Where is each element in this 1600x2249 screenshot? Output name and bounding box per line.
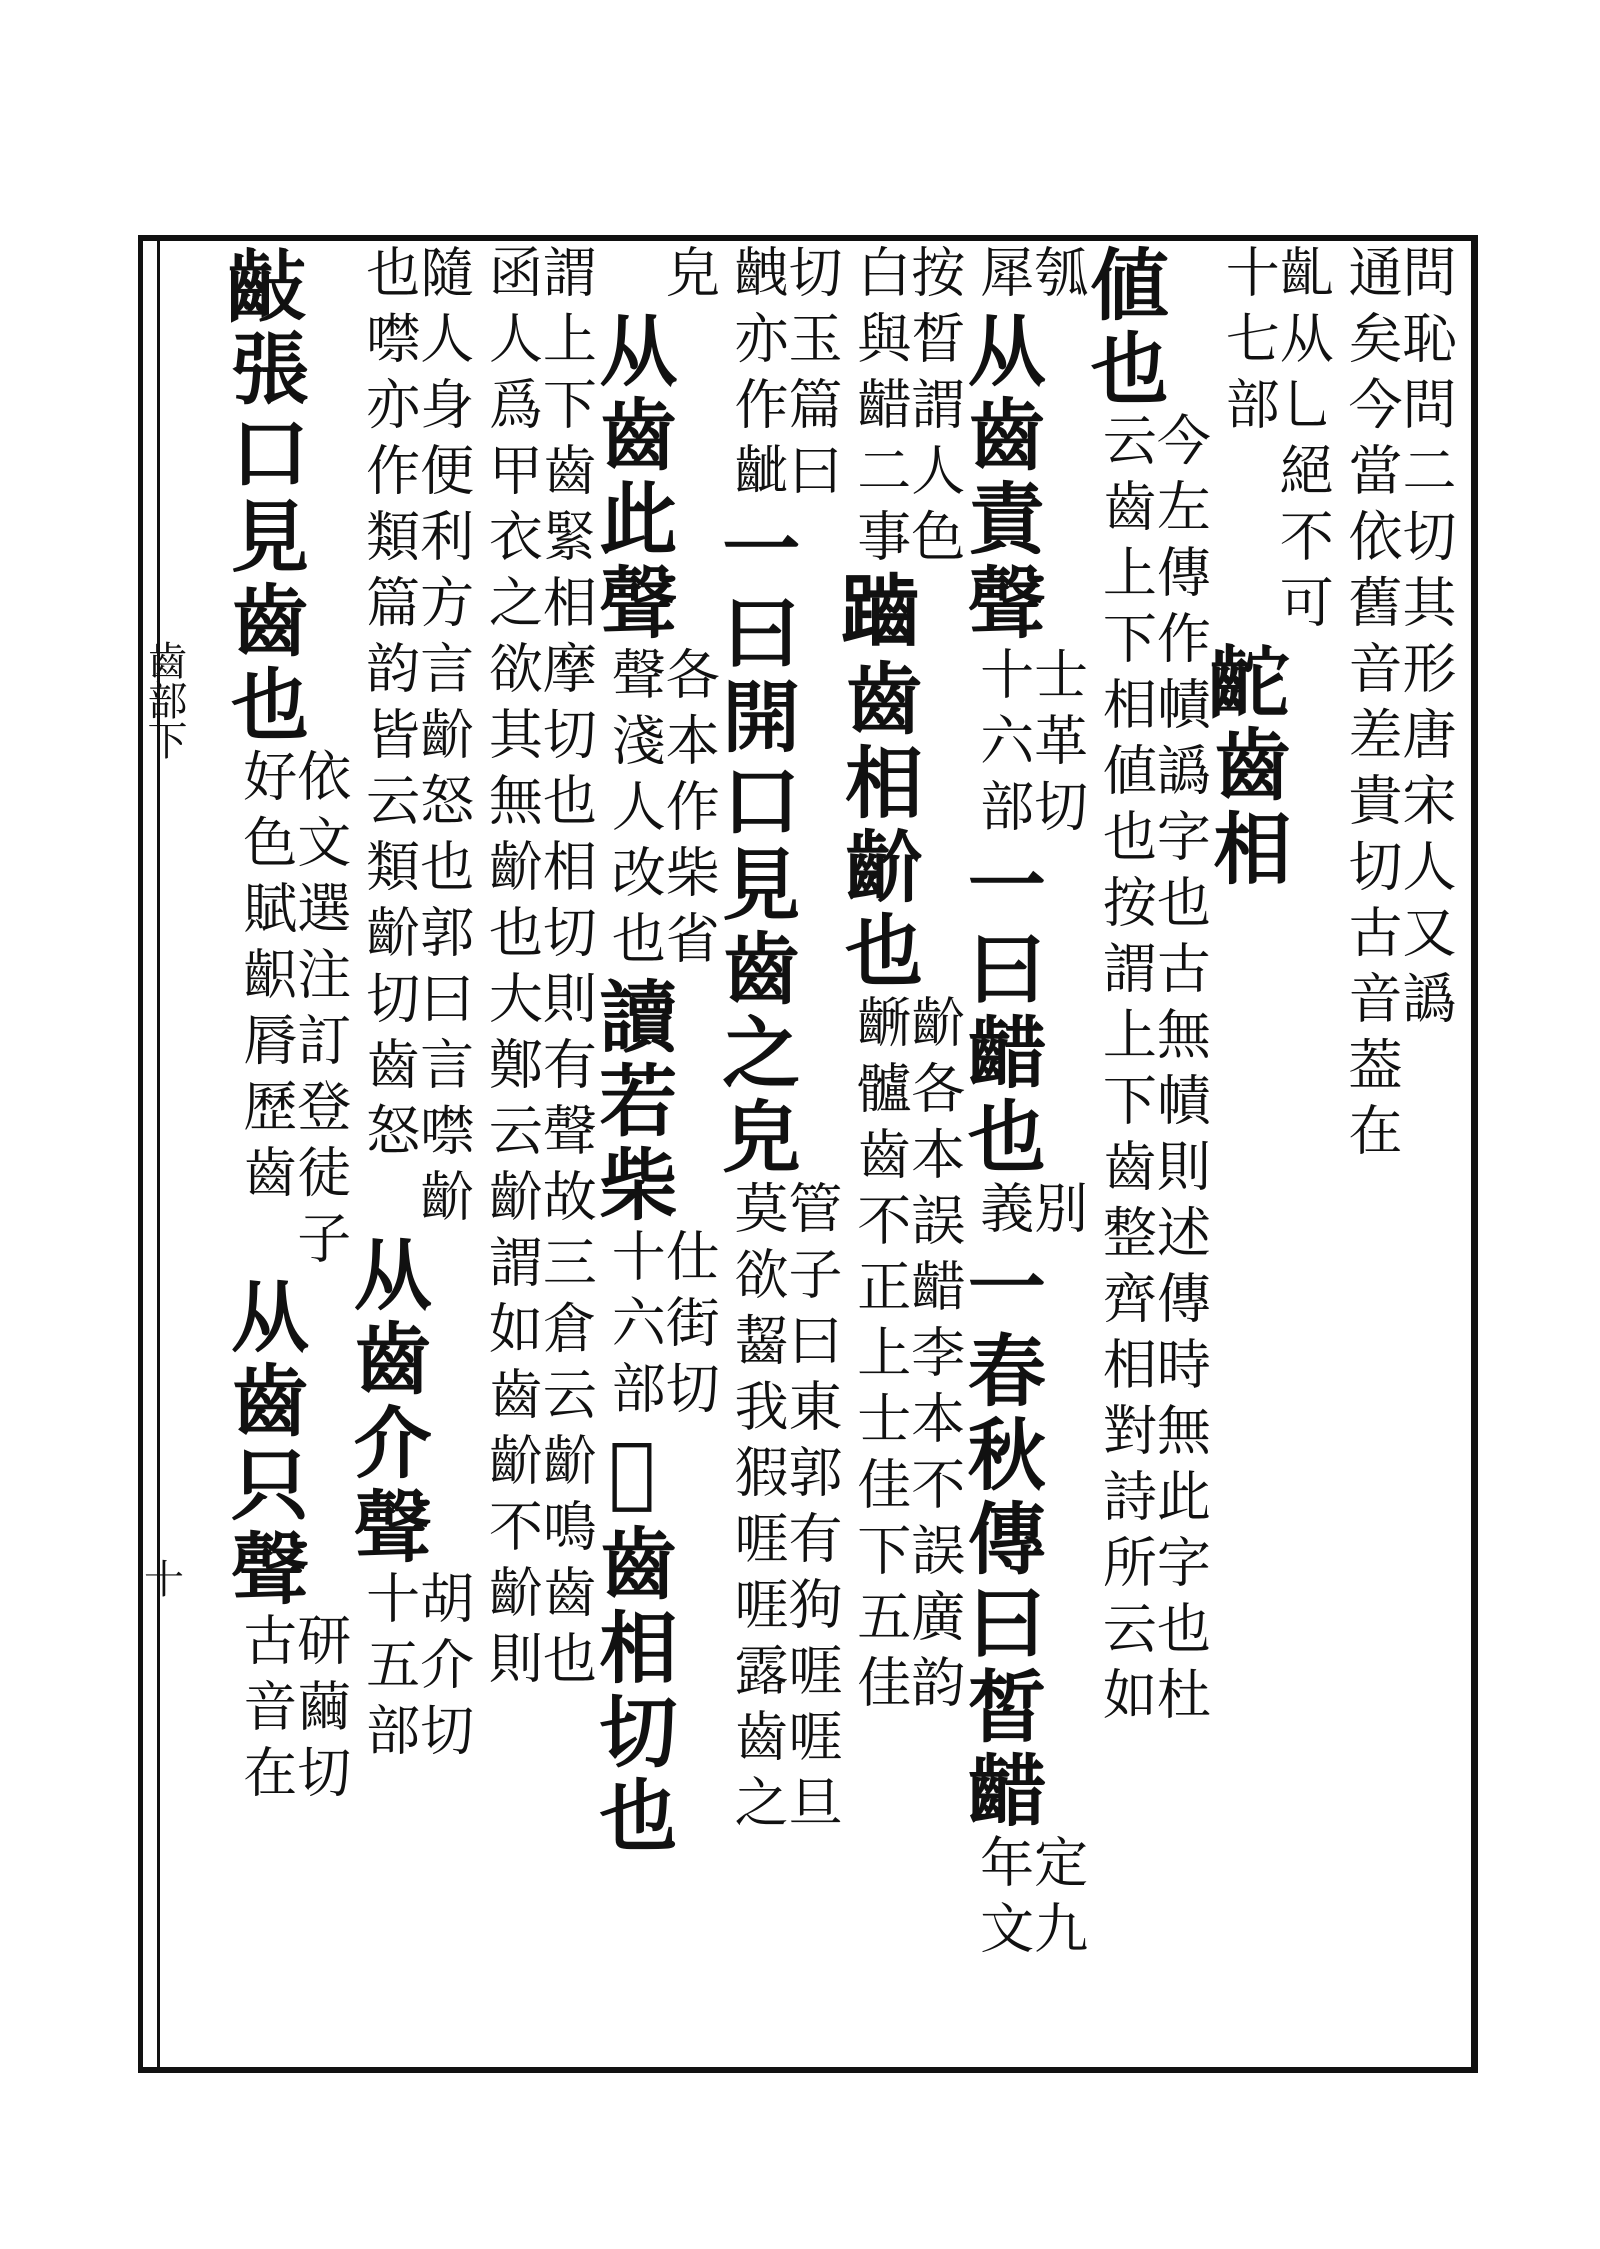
annotation-right: 齘各本誤齰李本不誤廣韵 — [902, 994, 966, 1720]
annotation-left: 聲淺人改也 — [603, 646, 667, 976]
annotation-left: 犀 — [971, 244, 1035, 310]
annotation-pair — [838, 244, 966, 574]
main-text: 一春秋傳曰皙齰 — [954, 1246, 1046, 1834]
annotation-pair — [347, 244, 475, 1234]
main-text: 張口見齒也 — [218, 328, 309, 748]
annotation-pair — [838, 994, 966, 1720]
main-text: 齒相 — [1200, 724, 1292, 892]
text-column — [709, 244, 843, 2064]
text-column — [470, 244, 598, 2064]
annotation-right: 士革切 — [1025, 646, 1089, 844]
annotation-pair — [347, 1570, 475, 1768]
main-text: 値也 — [1077, 244, 1169, 412]
text-column — [1200, 244, 1335, 2064]
main-text: 从齒介聲 — [340, 1234, 432, 1570]
annotation-pair — [1206, 244, 1335, 640]
text-column — [1329, 244, 1457, 2064]
main-text: 一曰開口見齒之皃 — [709, 508, 801, 1180]
main-text: 齒相齘也 — [832, 658, 923, 994]
main-text: 从齒此聲 — [586, 310, 678, 646]
annotation-right: 研繭切 — [288, 1612, 352, 1810]
annotation-right: 定九 — [1025, 1834, 1089, 1966]
annotation-right: 瓠 — [1025, 244, 1089, 310]
annotation-right: 謂上下齒緊相摩切也相切則有聲故三倉云齘鳴齒也 — [534, 244, 598, 1696]
annotation-pair — [961, 1834, 1089, 1966]
main-text: 从齒只聲 — [218, 1276, 309, 1612]
annotation-pair — [224, 1612, 352, 1810]
annotation-right: 切玉篇曰 — [779, 244, 843, 508]
annotation-pair — [961, 1180, 1089, 1246]
annotation-pair — [961, 244, 1089, 310]
text-column — [340, 244, 475, 2064]
annotation-right: 胡介切 — [411, 1570, 475, 1768]
annotation-pair — [715, 244, 843, 508]
annotation-pair — [592, 1228, 721, 1426]
text-column — [1077, 244, 1212, 2064]
annotation-left: 義 — [971, 1180, 1035, 1246]
annotation-right: 今左傳作幘譌字也古無幘則述傳時無此字也杜 — [1148, 412, 1212, 1732]
annotation-left: 十六部 — [971, 646, 1035, 844]
annotation-right: 仕街切 — [657, 1228, 721, 1426]
annotation-left: 年文 — [971, 1834, 1035, 1966]
text-column — [954, 244, 1089, 2064]
annotation-pair — [470, 244, 598, 1696]
page-marker: 十 — [144, 1557, 184, 1603]
chapter-marker: 齒部下 — [141, 640, 187, 760]
seal-character: 𪘏 — [832, 574, 923, 658]
annotation-right: 依文選注訂登徒子 — [288, 748, 352, 1276]
annotation-pair — [592, 646, 721, 976]
seal-character: 𪗲 — [586, 1426, 678, 1523]
annotation-right: 管子曰東郭有狗啀啀旦 — [779, 1180, 843, 1840]
annotation-pair — [715, 1180, 843, 1840]
annotation-right: 隨人身便利方言齘怒也郭曰言噤齘 — [411, 244, 475, 1234]
annotation-left: 函人爲甲衣之欲其無齘也大鄭云齘謂如齒齘不齘則 — [480, 244, 544, 1696]
text-column — [586, 244, 721, 2064]
annotation-left: 十七部 — [1217, 244, 1281, 442]
annotation-left: 好色賦齞脣歷齒 — [234, 748, 298, 1210]
annotation-right: 問恥問二切其形唐宋人又譌 — [1393, 244, 1457, 1036]
seal-character: 𪗡 — [218, 244, 309, 328]
annotation-left: 齥亦作齜 — [725, 244, 789, 508]
main-text: 从齒責聲 — [954, 310, 1046, 646]
annotation-left: 古音在 — [234, 1612, 298, 1810]
annotation-pair — [1329, 244, 1457, 1168]
annotation-right: 齓从乚絕不可 — [1271, 244, 1335, 640]
annotation-right: 按晳謂人色 — [902, 244, 966, 574]
annotation-pair — [961, 646, 1089, 844]
page-border-gutter — [138, 235, 160, 2073]
annotation-left: 白與齰二事 — [848, 244, 912, 574]
annotation-left: 也噤亦作類篇韵皆云類齘切齒怒 — [357, 244, 421, 1168]
annotation-right: 皃 — [657, 244, 721, 310]
text-column — [218, 244, 352, 2064]
annotation-left: 齭髗齒不正上士佳下五佳 — [848, 994, 912, 1720]
main-text: 一曰齰也 — [954, 844, 1046, 1180]
annotation-pair — [1084, 412, 1212, 1732]
annotation-left: 通矣今當依舊音差貴切古音葢在 — [1339, 244, 1403, 1168]
annotation-right: 各本作柴省 — [657, 646, 721, 976]
annotation-left: 莫欲齧我猳啀啀露齒之 — [725, 1180, 789, 1840]
annotation-left: 十五部 — [357, 1570, 421, 1768]
annotation-left: 十六部 — [603, 1228, 667, 1426]
text-columns — [218, 244, 1457, 2064]
annotation-pair — [224, 748, 352, 1276]
annotation-pair — [592, 244, 721, 310]
seal-character: 𪗩 — [1200, 640, 1292, 724]
annotation-left: 云齒上下相値也按謂上下齒整齊相對詩所云如 — [1094, 412, 1158, 1732]
main-text: 齒相切也 — [586, 1523, 678, 1859]
text-column — [832, 244, 966, 2064]
annotation-right: 別 — [1025, 1180, 1089, 1246]
main-text: 讀若柴 — [586, 976, 678, 1228]
